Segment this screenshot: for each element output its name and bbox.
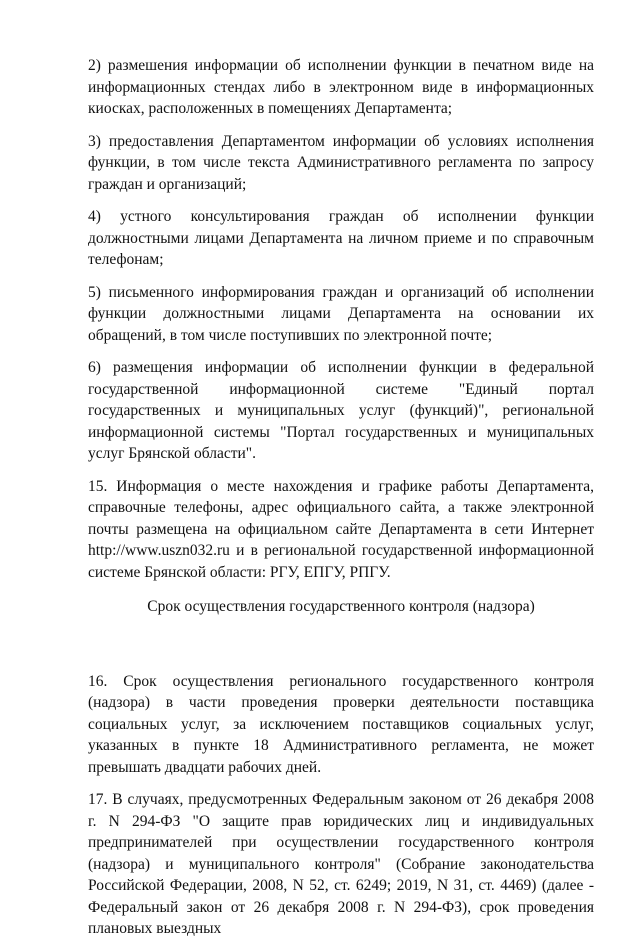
paragraph-16-control-period: 16. Срок осуществления регионального государственного контроля (надзора) в части проведения проверки деятельности поставщика социальных услуг, за исключением поставщиков социальных услуг, указанных в пункте 18 Административного регламента, не может превышать двадцати рабочих дней. xyxy=(88,672,594,776)
section-heading: Срок осуществления государственного контроля (надзора) xyxy=(147,598,535,615)
paragraph-15-location-info: 15. Информация о месте нахождения и графике работы Департамента, справочные телефоны, адрес официального сайта, а также электронной почты размещена на официальном сайте Департамента в сети Интернет http://www.uszn032.ru и в региональной государственной информационной системе Брянской области: РГУ, ЕПГУ, РПГУ. xyxy=(88,477,594,581)
paragraph-item-5-written-informing: 5) письменного информирования граждан и организаций об исполнении функции должностными лицами Департамента на основании их обращений, в том числе поступивших по электронной почте; xyxy=(88,283,594,344)
document-page xyxy=(88,55,594,951)
paragraph-item-2-stands: 2) размешения информации об исполнении функции в печатном виде на информационных стендах либо в электронном виде в информационных киосках, расположенных в помещениях Департамента; xyxy=(88,57,594,117)
paragraph-17-federal-law: 17. В случаях, предусмотренных Федеральным законом от 26 декабря 2008 г. N 294-ФЗ "О защите прав юридических лиц и индивидуальных предпринимателей при осуществлении государственного контроля (надзора) и муниципального контроля" (Собрание законодательства Российской Федерации, 2008, N 52, ст. 6249; 2019, N 31, ст. 4469) (далее - Федеральный закон от 26 декабря 2008 г. N 294-ФЗ), срок проведения плановых выездных xyxy=(88,791,594,937)
paragraph-item-4-oral-consulting: 4) устного консультирования граждан об исполнении функции должностными лицами Департамента на личном приеме и по справочным телефонам; xyxy=(88,208,594,268)
paragraph-item-6-federal-portal: 6) размещения информации об исполнении функции в федеральной государственной информационной системе "Единый портал государственных и муниципальных услуг (функций)", региональной информационной системы "Портал государственных и муниципальных услуг Брянской области". xyxy=(88,359,594,462)
paragraph-item-3-department-info: 3) предоставления Департаментом информации об условиях исполнения функции, в том числе текста Административного регламента по запросу граждан и организаций; xyxy=(88,132,594,193)
